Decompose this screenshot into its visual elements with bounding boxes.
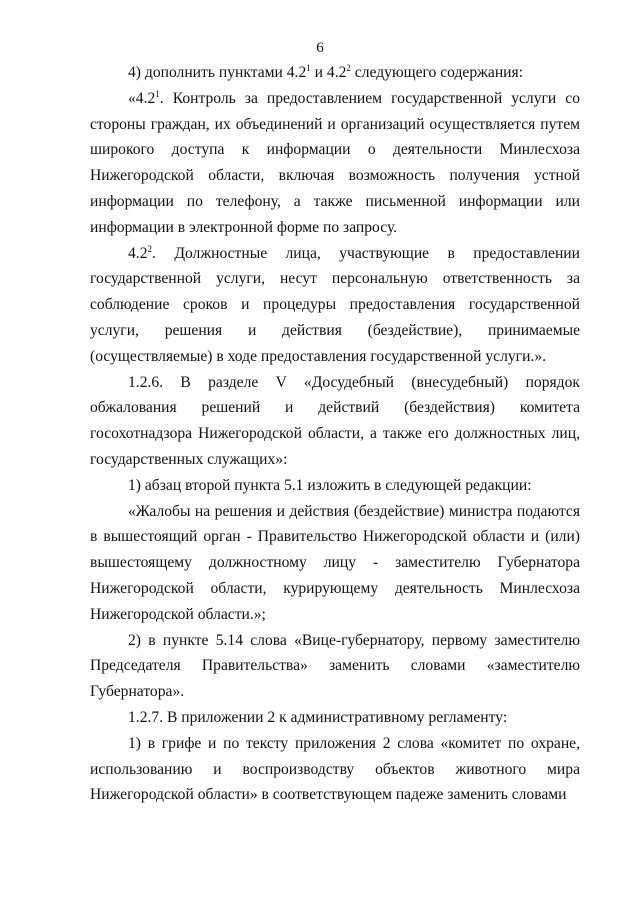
paragraph-text: 1.2.6. В разделе V «Досудебный (внесудебный) порядок обжалования решений и действий (бездействия) комитета госохотнадзора Нижегородской области, а также его должностных лиц, государственных служащих»: bbox=[90, 373, 580, 468]
paragraph-text: 2) в пункте 5.14 слова «Вице-губернатору, первому заместителю Председателя Правительства» заменить словами «заместителю Губернатора». bbox=[90, 631, 580, 701]
superscript-index: 2 bbox=[346, 62, 351, 73]
paragraph-text: 1.2.7. В приложении 2 к административному регламенту: bbox=[128, 708, 508, 726]
paragraph-text: и 4.2 bbox=[310, 64, 347, 81]
paragraph-text: «4.2 bbox=[128, 89, 156, 107]
paragraph-1-2-6 bbox=[90, 370, 580, 473]
paragraph-text: 4.2 bbox=[128, 244, 148, 262]
superscript-index: 2 bbox=[147, 243, 152, 254]
document-body bbox=[90, 60, 580, 808]
paragraph-text: 1) абзац второй пункта 5.1 изложить в следующей редакции: bbox=[128, 476, 532, 494]
paragraph-text: . Контроль за предоставлением государственной услуги со стороны граждан, их объединений и организаций осуществляется путем широкого доступа к информации о деятельности Минлесхоза Нижегородской области, включая возможность получения устной информации по телефону, а также письменной информации или информации в электронной форме по запросу. bbox=[90, 89, 580, 236]
paragraph-text: следующего содержания: bbox=[350, 64, 524, 81]
paragraph-item-4 bbox=[90, 60, 580, 86]
paragraph-item-1-section-5 bbox=[90, 473, 580, 499]
paragraph-1-2-7 bbox=[90, 705, 580, 731]
superscript-index: 1 bbox=[155, 88, 160, 99]
paragraph-item-1-appendix-2 bbox=[90, 731, 580, 808]
paragraph-clause-4-2-1 bbox=[90, 86, 580, 241]
superscript-index: 1 bbox=[306, 62, 311, 73]
paragraph-text: . Должностные лица, участвующие в предоставлении государственной услуги, несут персональную ответственность за соблюдение сроков и процедуры предоставления государственной услуги, решения и действия (бездействие), принимаемые (осуществляемые) в ходе предоставления государственной услуги.». bbox=[90, 244, 580, 365]
paragraph-text: 1) в грифе и по тексту приложения 2 слова «комитет по охране, использованию и воспроизводству объектов животного мира Нижегородской области» в соответствующем падеже заменить словами bbox=[90, 734, 580, 804]
paragraph-item-2-section-5 bbox=[90, 628, 580, 705]
paragraph-text: 4) дополнить пунктами 4.2 bbox=[128, 64, 307, 81]
paragraph-text: «Жалобы на решения и действия (бездействие) министра подаются в вышестоящий орган - Правительство Нижегородской области и (или) вышестоящему должностному лицу - заместителю Губернатора Нижегородской области, курирующему деятельность Минлесхоза Нижегородской области.»; bbox=[90, 502, 580, 623]
paragraph-complaints bbox=[90, 499, 580, 628]
paragraph-clause-4-2-2 bbox=[90, 241, 580, 370]
page-number: 6 bbox=[316, 40, 324, 56]
